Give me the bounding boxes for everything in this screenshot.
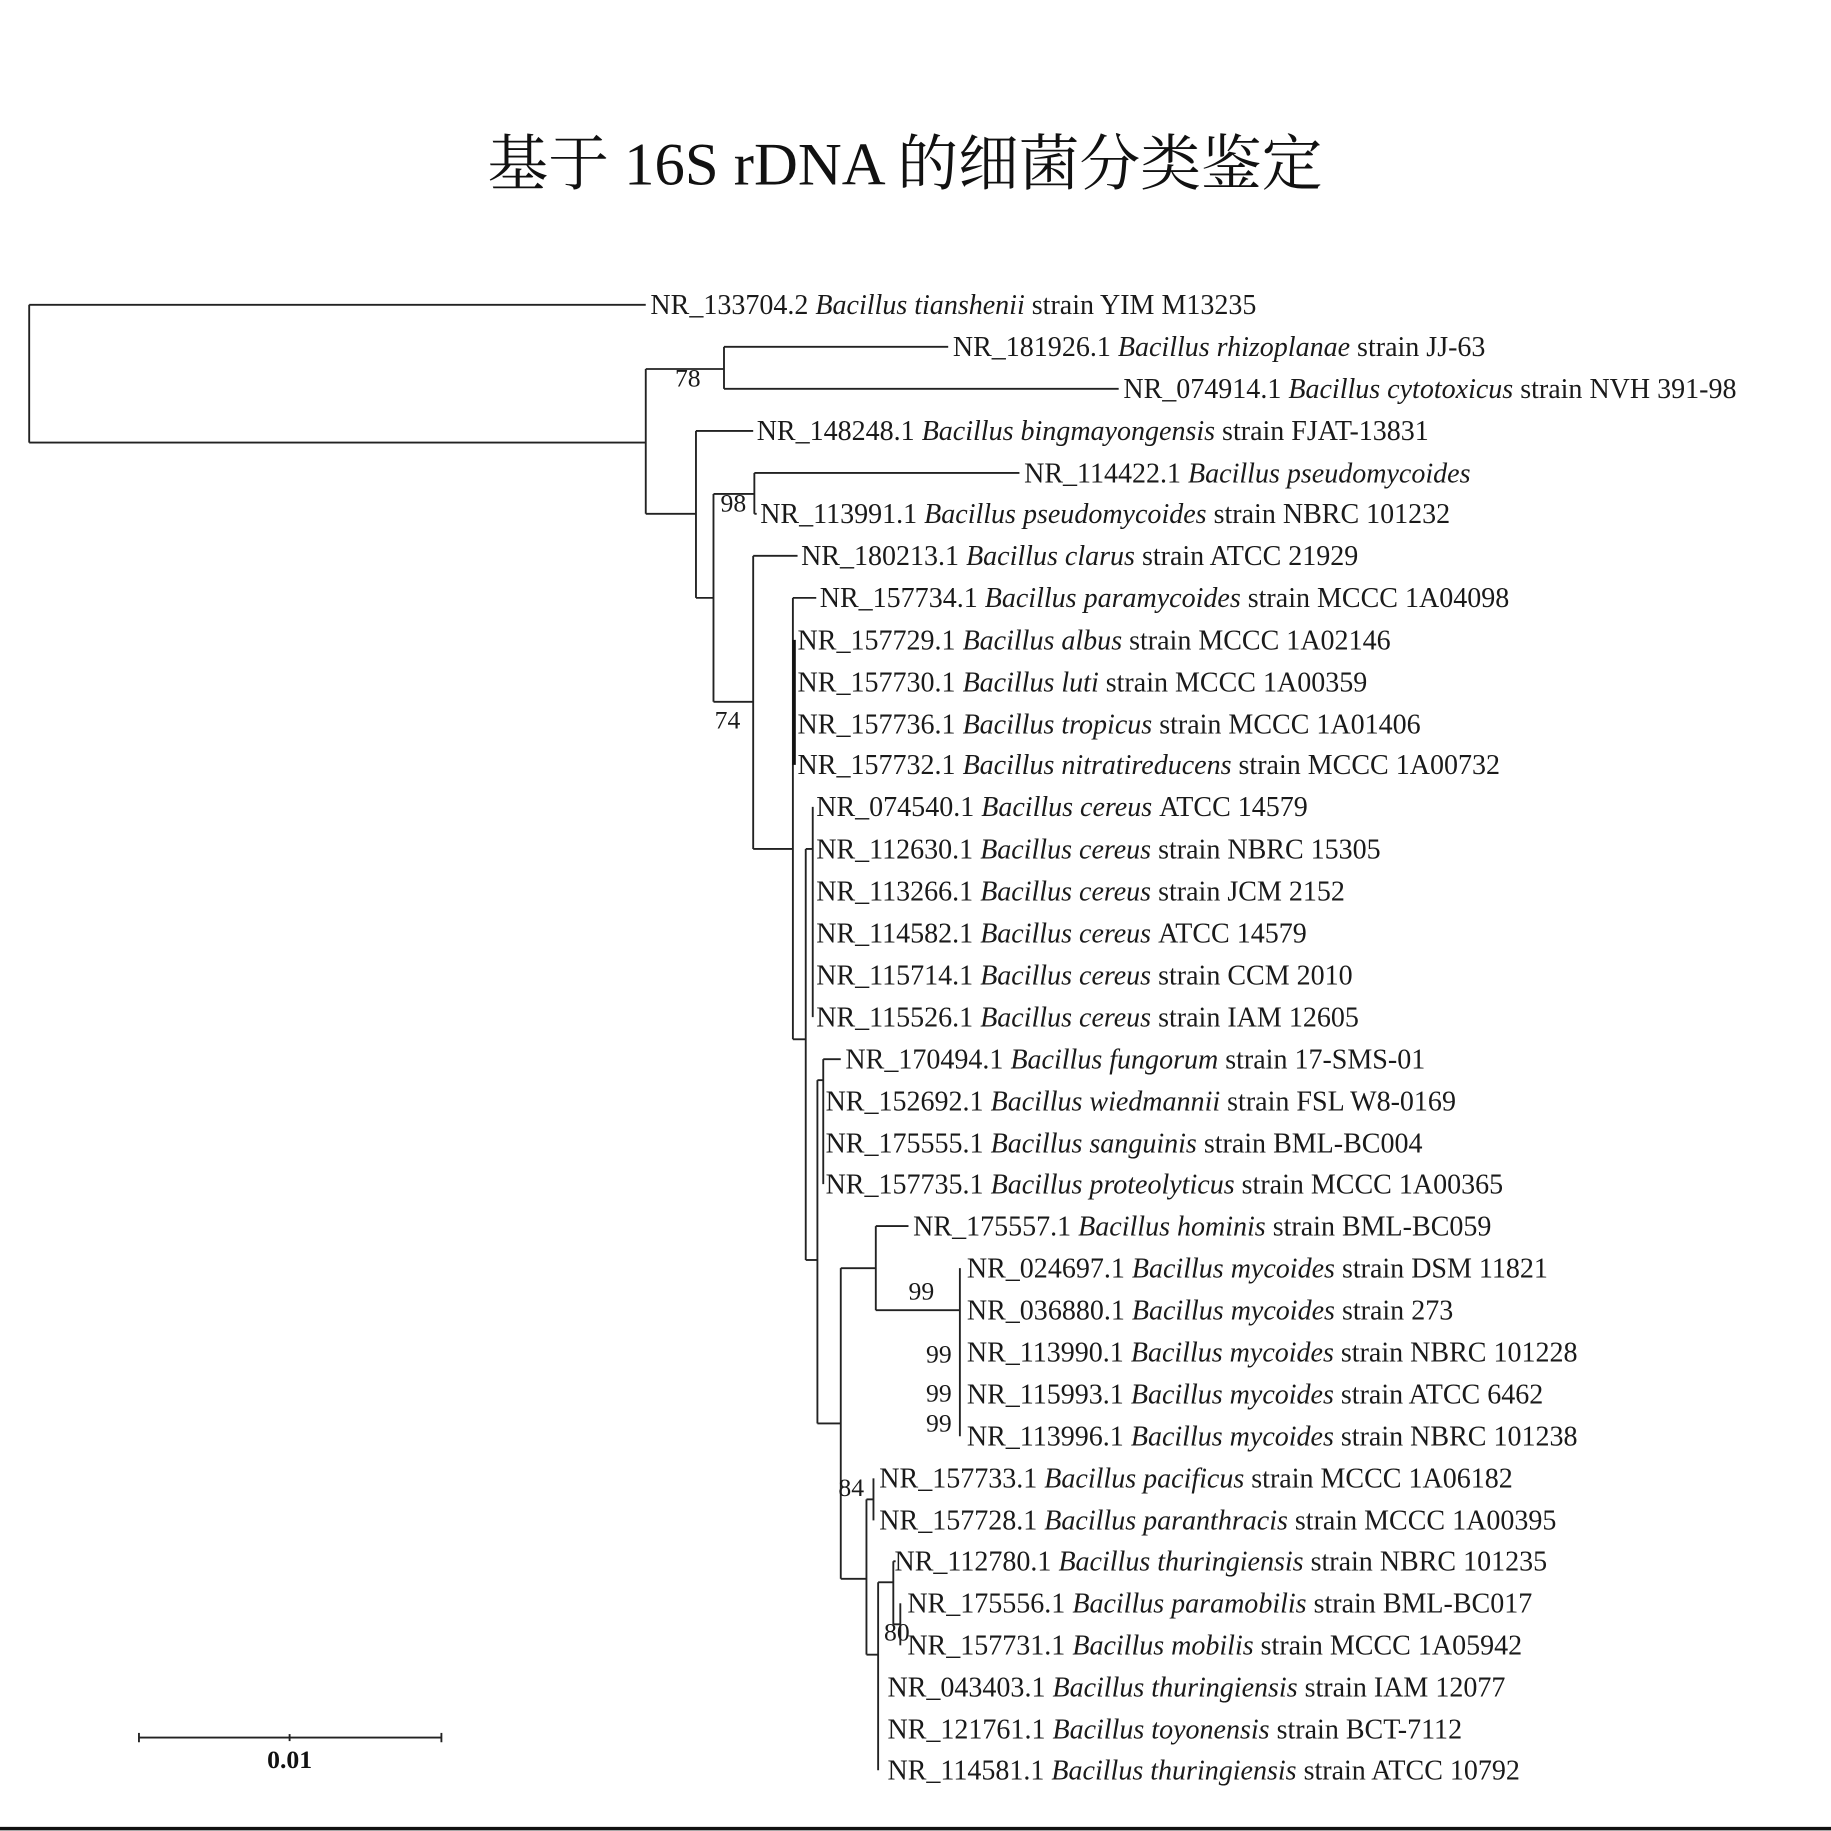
leaf-label (816, 918, 1307, 949)
bootstrap-value: 80 (883, 1617, 910, 1647)
leaf-label (760, 499, 1450, 530)
leaf-label (967, 1380, 1543, 1411)
leaf-label (801, 541, 1358, 572)
bootstrap-value: 99 (926, 1408, 952, 1438)
leaf-label (887, 1715, 1462, 1746)
leaf-accession: NR_114582.1 (816, 918, 974, 950)
leaf-label (826, 1087, 1456, 1118)
leaf-accession: NR_180213.1 (801, 541, 960, 573)
leaf-strain: strain 273 (1341, 1295, 1454, 1327)
leaf-strain: strain NBRC 101235 (1310, 1546, 1548, 1578)
leaf-label (816, 834, 1380, 865)
leaf-label (907, 1589, 1532, 1620)
bootstrap-value: 99 (926, 1378, 952, 1408)
leaf-species: Bacillus luti (962, 667, 1099, 699)
leaf-accession: NR_133704.2 (650, 290, 809, 322)
leaf-accession: NR_175557.1 (913, 1211, 1072, 1243)
leaf-species: Bacillus mobilis (1072, 1630, 1254, 1662)
leaf-strain: strain MCCC 1A04098 (1247, 583, 1510, 615)
leaf-accession: NR_114422.1 (1024, 458, 1182, 490)
leaf-accession: NR_148248.1 (756, 416, 915, 448)
leaf-species: Bacillus pseudomycoides (924, 499, 1207, 531)
leaf-species: Bacillus tianshenii (815, 290, 1025, 322)
leaf-accession: NR_114581.1 (887, 1755, 1045, 1787)
leaf-accession: NR_157735.1 (825, 1169, 984, 1201)
leaf-strain: strain BML-BC059 (1272, 1211, 1492, 1243)
leaf-strain: strain 17-SMS-01 (1225, 1044, 1426, 1076)
leaf-species: Bacillus pseudomycoides (1188, 458, 1471, 490)
leaf-label (1024, 458, 1470, 489)
bootstrap-value: 78 (674, 363, 701, 393)
leaf-strain: strain FSL W8-0169 (1227, 1086, 1456, 1118)
leaf-accession: NR_115993.1 (966, 1379, 1124, 1411)
figure-title: 基于 16S rDNA 的细菌分类鉴定 (487, 131, 1323, 199)
leaf-species: Bacillus wiedmannii (990, 1086, 1221, 1118)
leaf-species: Bacillus mycoides (1130, 1337, 1334, 1369)
leaf-accession: NR_157731.1 (907, 1630, 1066, 1662)
leaf-species: Bacillus mycoides (1130, 1379, 1334, 1411)
leaf-species: Bacillus toyonensis (1052, 1714, 1270, 1746)
leaf-accession: NR_157729.1 (797, 625, 956, 657)
leaf-strain: strain IAM 12077 (1304, 1672, 1506, 1704)
leaf-accession: NR_157733.1 (879, 1463, 1038, 1495)
leaf-strain: strain ATCC 6462 (1340, 1379, 1544, 1411)
leaf-species: Bacillus rhizoplanae (1117, 332, 1351, 364)
leaf-accession: NR_175556.1 (907, 1588, 1066, 1620)
leaf-strain: strain MCCC 1A05942 (1260, 1630, 1523, 1662)
leaf-species: Bacillus pacificus (1044, 1463, 1245, 1495)
leaf-species: Bacillus nitratireducens (962, 750, 1232, 782)
leaf-accession: NR_036880.1 (966, 1295, 1125, 1327)
leaf-label (907, 1631, 1522, 1662)
leaf-strain: strain ATCC 21929 (1141, 541, 1359, 573)
leaf-label (967, 1296, 1453, 1327)
leaf-label (953, 332, 1486, 363)
leaf-strain: strain IAM 12605 (1158, 1002, 1359, 1034)
bootstrap-value: 99 (926, 1339, 952, 1369)
leaf-accession: NR_157736.1 (797, 709, 956, 741)
leaf-label (757, 416, 1429, 447)
leaf-label (816, 960, 1352, 991)
leaf-strain: strain ATCC 10792 (1303, 1755, 1520, 1787)
leaf-strain: strain MCCC 1A02146 (1129, 625, 1391, 657)
leaf-strain: strain NVH 391-98 (1520, 374, 1737, 406)
leaf-strain: strain NBRC 101238 (1340, 1421, 1578, 1453)
leaf-strain: strain FJAT-13831 (1222, 416, 1429, 448)
leaf-accession: NR_043403.1 (887, 1672, 1046, 1704)
leaf-accession: NR_157730.1 (797, 667, 956, 699)
leaf-strain: strain DSM 11821 (1341, 1253, 1548, 1285)
leaf-label (798, 709, 1421, 740)
leaf-strain: strain MCCC 1A00395 (1294, 1505, 1557, 1537)
leaf-label (816, 876, 1345, 907)
leaf-accession: NR_074540.1 (816, 792, 975, 824)
leaf-species: Bacillus bingmayongensis (921, 416, 1216, 448)
scale-bar (139, 1733, 441, 1774)
leaf-accession: NR_112630.1 (816, 834, 974, 866)
leaf-label (967, 1422, 1578, 1453)
leaf-strain: strain MCCC 1A00365 (1241, 1169, 1504, 1201)
leaf-strain: strain NBRC 101228 (1340, 1337, 1578, 1369)
leaf-accession: NR_113991.1 (760, 499, 918, 531)
leaf-label (913, 1211, 1491, 1242)
leaf-strain: strain MCCC 1A00359 (1105, 667, 1368, 699)
leaf-species: Bacillus cereus (981, 792, 1153, 824)
scale-bar-label: 0.01 (267, 1744, 313, 1774)
leaf-species: Bacillus cytotoxicus (1288, 374, 1514, 406)
leaf-label (887, 1673, 1505, 1704)
leaf-label (798, 625, 1391, 656)
leaf-species: Bacillus paramycoides (984, 583, 1241, 615)
leaf-accession: NR_024697.1 (966, 1253, 1125, 1285)
leaf-label (650, 290, 1256, 321)
leaf-label (798, 667, 1368, 698)
leaf-label (816, 792, 1308, 823)
leaf-strain: strain BCT-7112 (1276, 1714, 1463, 1746)
leaf-accession: NR_074914.1 (1123, 374, 1282, 406)
leaf-label (967, 1338, 1578, 1369)
leaf-accession: NR_157728.1 (879, 1505, 1038, 1537)
leaf-strain: strain NBRC 15305 (1158, 834, 1381, 866)
leaf-species: Bacillus thuringiensis (1058, 1546, 1304, 1578)
leaf-species: Bacillus mycoides (1131, 1253, 1335, 1285)
leaf-species: Bacillus paramobilis (1072, 1588, 1307, 1620)
leaf-species: Bacillus proteolyticus (990, 1169, 1235, 1201)
leaf-label (845, 1044, 1425, 1075)
leaf-strain: strain JJ-63 (1357, 332, 1486, 364)
leaf-species: Bacillus fungorum (1010, 1044, 1219, 1076)
leaf-species: Bacillus tropicus (962, 709, 1153, 741)
leaf-species: Bacillus clarus (966, 541, 1135, 573)
bootstrap-value: 99 (908, 1276, 935, 1306)
leaf-label (887, 1756, 1519, 1787)
leaf-strain: ATCC 14579 (1158, 918, 1307, 950)
leaf-accession: NR_157734.1 (819, 583, 978, 615)
leaf-accession: NR_152692.1 (825, 1086, 984, 1118)
bootstrap-value: 98 (720, 488, 747, 518)
leaf-strain: strain CCM 2010 (1158, 960, 1353, 992)
leaf-species: Bacillus cereus (980, 1002, 1152, 1034)
leaf-accession: NR_121761.1 (887, 1714, 1046, 1746)
leaf-label (816, 1002, 1359, 1033)
leaf-labels (650, 290, 1736, 1787)
leaf-strain: strain BML-BC017 (1313, 1588, 1533, 1620)
bootstrap-value: 84 (838, 1472, 865, 1502)
leaf-species: Bacillus cereus (980, 834, 1152, 866)
leaf-accession: NR_112780.1 (894, 1546, 1052, 1578)
leaf-species: Bacillus mycoides (1131, 1295, 1335, 1327)
leaf-strain: strain YIM M13235 (1031, 290, 1257, 322)
leaf-accession: NR_115714.1 (816, 960, 974, 992)
leaf-label (879, 1464, 1512, 1495)
leaf-strain: ATCC 14579 (1159, 792, 1308, 824)
leaf-species: Bacillus hominis (1078, 1211, 1266, 1243)
leaf-label (1123, 374, 1736, 405)
leaf-label (798, 750, 1500, 781)
leaf-accession: NR_115526.1 (816, 1002, 974, 1034)
leaf-species: Bacillus thuringiensis (1052, 1672, 1298, 1704)
leaf-strain: strain MCCC 1A00732 (1238, 750, 1501, 782)
leaf-accession: NR_175555.1 (825, 1128, 984, 1160)
leaf-species: Bacillus mycoides (1130, 1421, 1334, 1453)
leaf-label (894, 1547, 1547, 1578)
leaf-strain: strain MCCC 1A06182 (1251, 1463, 1513, 1495)
leaf-accession: NR_181926.1 (952, 332, 1111, 364)
leaf-label (967, 1253, 1548, 1284)
leaf-accession: NR_113990.1 (966, 1337, 1124, 1369)
bootstrap-value: 74 (714, 705, 741, 735)
leaf-species: Bacillus cereus (980, 918, 1152, 950)
leaf-accession: NR_113266.1 (816, 876, 974, 908)
leaf-accession: NR_113996.1 (966, 1421, 1124, 1453)
leaf-accession: NR_170494.1 (845, 1044, 1004, 1076)
leaf-species: Bacillus albus (962, 625, 1123, 657)
leaf-strain: strain MCCC 1A01406 (1159, 709, 1421, 741)
leaf-strain: strain BML-BC004 (1203, 1128, 1423, 1160)
leaf-species: Bacillus thuringiensis (1051, 1755, 1297, 1787)
leaf-species: Bacillus paranthracis (1044, 1505, 1288, 1537)
leaf-label (820, 583, 1510, 614)
leaf-strain: strain NBRC 101232 (1213, 499, 1451, 531)
leaf-label (826, 1129, 1423, 1160)
leaf-accession: NR_157732.1 (797, 750, 956, 782)
leaf-label (879, 1506, 1556, 1537)
leaf-species: Bacillus cereus (980, 960, 1152, 992)
leaf-strain: strain JCM 2152 (1158, 876, 1345, 908)
leaf-species: Bacillus cereus (980, 876, 1152, 908)
leaf-species: Bacillus sanguinis (990, 1128, 1197, 1160)
leaf-label (826, 1169, 1504, 1200)
